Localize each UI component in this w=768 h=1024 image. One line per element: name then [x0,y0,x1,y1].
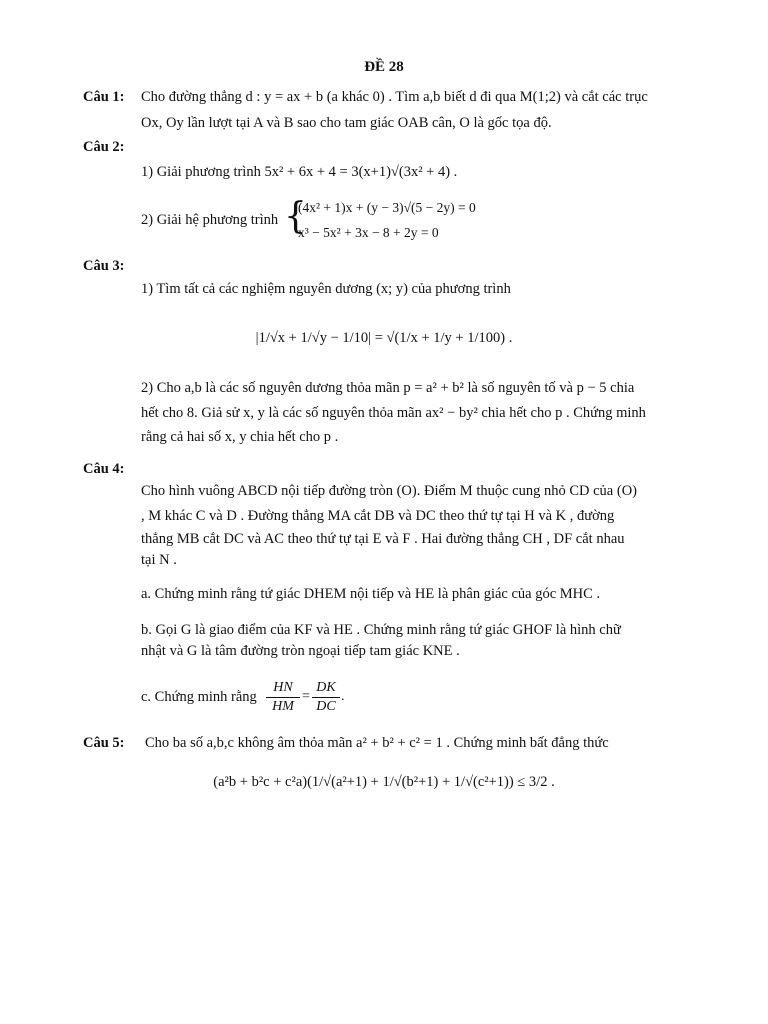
question-3-part-2-line-2: hết cho 8. Giả sử x, y là các số nguyên thỏa mãn ax² − by² chia hết cho p . Chứng minh [141,405,646,421]
question-1-line-2: Ox, Oy lần lượt tại A và B sao cho tam giác OAB cân, O là gốc tọa độ. [141,115,552,131]
system-brace: { [284,196,307,237]
fraction-1-denominator: HM [272,699,294,714]
question-4-part-c-lead: c. Chứng minh rằng [141,689,257,705]
question-1-label: Câu 1: [83,89,125,105]
page-title: ĐỀ 28 [364,59,404,75]
question-2-part-2-lead: 2) Giải hệ phương trình [141,212,279,228]
question-4-line-1: Cho hình vuông ABCD nội tiếp đường tròn (O). Điểm M thuộc cung nhỏ CD của (O) [141,483,637,499]
question-2-part-1: 1) Giải phương trình 5x² + 6x + 4 = 3(x+1)√(3x² + 4) . [141,164,458,180]
fraction-2-numerator: DK [312,679,340,698]
question-4-part-a: a. Chứng minh rằng tứ giác DHEM nội tiếp và HE là phân giác của góc MHC . [141,586,601,602]
fraction-2-denominator: DC [316,699,336,714]
question-5-label: Câu 5: [83,735,125,751]
period: . [341,689,345,704]
question-4-line-4: tại N . [141,552,177,568]
question-3-part-2-line-1: 2) Cho a,b là các số nguyên dương thỏa mãn p = a² + b² là số nguyên tố và p − 5 chia [141,380,635,396]
question-5-inequality: (a²b + b²c + c²a)(1/√(a²+1) + 1/√(b²+1) + 1/√(c²+1)) ≤ 3/2 . [213,774,555,790]
question-3-part-2-line-3: rằng cả hai số x, y chia hết cho p . [141,429,339,445]
question-3-equation: |1/√x + 1/√y − 1/10| = √(1/x + 1/y + 1/100) . [255,330,513,346]
system-equation-1: (4x² + 1)x + (y − 3)√(5 − 2y) = 0 [298,200,476,215]
question-5-line-1: Cho ba số a,b,c không âm thỏa mãn a² + b² + c² = 1 . Chứng minh bất đẳng thức [145,735,609,751]
equals-sign: = [302,689,310,704]
fraction-2 [312,679,340,716]
question-4-label: Câu 4: [83,461,125,477]
question-1-line-1: Cho đường thẳng d : y = ax + b (a khác 0) . Tìm a,b biết d đi qua M(1;2) và cắt các trục [141,89,648,105]
question-4-line-2: , M khác C và D . Đường thẳng MA cắt DB và DC theo thứ tự tại H và K , đường [141,508,615,524]
question-3-part-1: 1) Tìm tất cả các nghiệm nguyên dương (x; y) của phương trình [141,281,511,297]
question-4-part-b-line-1: b. Gọi G là giao điểm của KF và HE . Chứng minh rằng tứ giác GHOF là hình chữ [141,622,621,638]
question-4-part-b-line-2: nhật và G là tâm đường tròn ngoại tiếp tam giác KNE . [141,643,460,659]
fraction-1 [266,679,300,716]
question-3-label: Câu 3: [83,258,125,274]
fraction-1-numerator: HN [266,679,300,698]
question-4-line-3: thẳng MB cắt DC và AC theo thứ tự tại E và F . Hai đường thẳng CH , DF cắt nhau [141,531,625,547]
question-2-label: Câu 2: [83,139,125,155]
system-equation-2: x³ − 5x² + 3x − 8 + 2y = 0 [298,225,439,240]
